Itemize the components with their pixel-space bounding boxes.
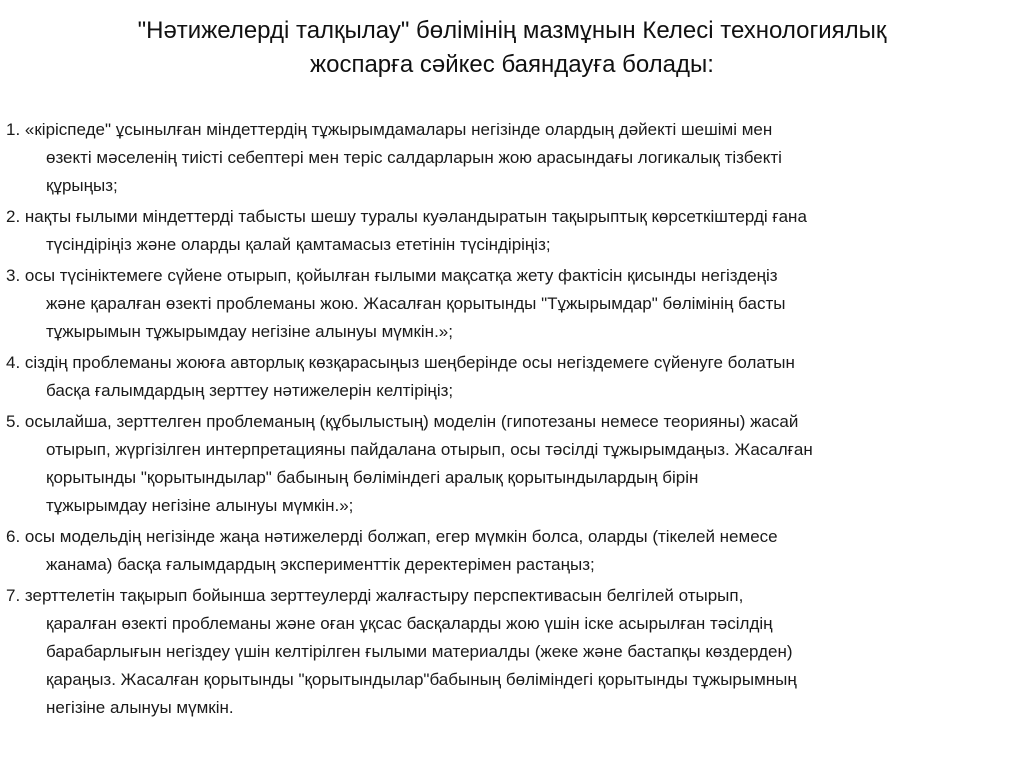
list-item (6, 116, 1020, 200)
list-item-line: тұжырымын тұжырымдау негізіне алынуы мүмкін.»; (46, 322, 453, 341)
list-item (6, 582, 1020, 722)
list-item-line: барабарлығын негіздеу үшін келтірілген ғылыми материалды (жеке және бастапқы көздерден) (46, 642, 793, 661)
list-item-line: өзекті мәселенің тиісті себептері мен теріс салдарларын жою арасындағы логикалық тізбекті (46, 148, 782, 167)
numbered-list (6, 116, 1020, 725)
list-item (6, 408, 1020, 520)
list-item (6, 523, 1020, 579)
list-item-line: құрыңыз; (46, 176, 118, 195)
list-item-line: қорытынды "қорытындылар" бабының бөліміндегі аралық қорытындылардың бірін (46, 468, 699, 487)
list-item-line: басқа ғалымдардың зерттеу нәтижелерін келтіріңіз; (46, 381, 454, 400)
list-item-line: қаралған өзекті проблеманы және оған ұқсас басқаларды жою үшін іске асырылған тәсілдің (46, 614, 773, 633)
list-item-line: жанама) басқа ғалымдардың эксперименттік деректерімен растаңыз; (46, 555, 595, 574)
list-item-line: 1. «кіріспеде" ұсынылған міндеттердің тұжырымдамалары негізінде олардың дәйекті шешімі мен (6, 120, 773, 139)
list-item (6, 203, 1020, 259)
list-item-line: 7. зерттелетін тақырып бойынша зерттеулерді жалғастыру перспективасын белгілей отырып, (6, 586, 744, 605)
list-item-line: түсіндіріңіз және оларды қалай қамтамасыз ететінін түсіндіріңіз; (46, 235, 551, 254)
list-item-line: 3. осы түсініктемеге сүйене отырып, қойылған ғылыми мақсатқа жету фактісін қисынды негіздеңіз (6, 266, 778, 285)
list-item-line: және қаралған өзекті проблеманы жою. Жасалған қорытынды "Тұжырымдар" бөлімінің басты (46, 294, 786, 313)
slide-title-line: жоспарға сәйкес баяндауға болады: (310, 51, 714, 78)
list-item-line: отырып, жүргізілген интерпретацияны пайдалана отырып, осы тәсілді тұжырымдаңыз. Жасалған (46, 440, 813, 459)
list-item-line: 5. осылайша, зерттелген проблеманың (құбылыстың) моделін (гипотезаны немесе теорияны) жасай (6, 412, 799, 431)
list-item (6, 349, 1020, 405)
list-item-line: тұжырымдау негізіне алынуы мүмкін.»; (46, 496, 354, 515)
list-item-line: негізіне алынуы мүмкін. (46, 698, 234, 717)
list-item-line: 4. сіздің проблеманы жоюға авторлық көзқарасыңыз шеңберінде осы негіздемеге сүйенуге болатын (6, 353, 795, 372)
list-item-line: қараңыз. Жасалған қорытынды "қорытындылар"бабының бөліміндегі қорытынды тұжырымның (46, 670, 797, 689)
slide-title-line: "Нәтижелерді талқылау" бөлімінің мазмұнын Келесі технологиялық (137, 17, 887, 44)
list-item (6, 262, 1020, 346)
list-item-line: 6. осы модельдің негізінде жаңа нәтижелерді болжап, егер мүмкін болса, оларды (тікелей немесе (6, 527, 778, 546)
list-item-line: 2. нақты ғылыми міндеттерді табысты шешу туралы куәландыратын тақырыптық көрсеткіштерді ғана (6, 207, 807, 226)
slide-title (0, 14, 1024, 82)
